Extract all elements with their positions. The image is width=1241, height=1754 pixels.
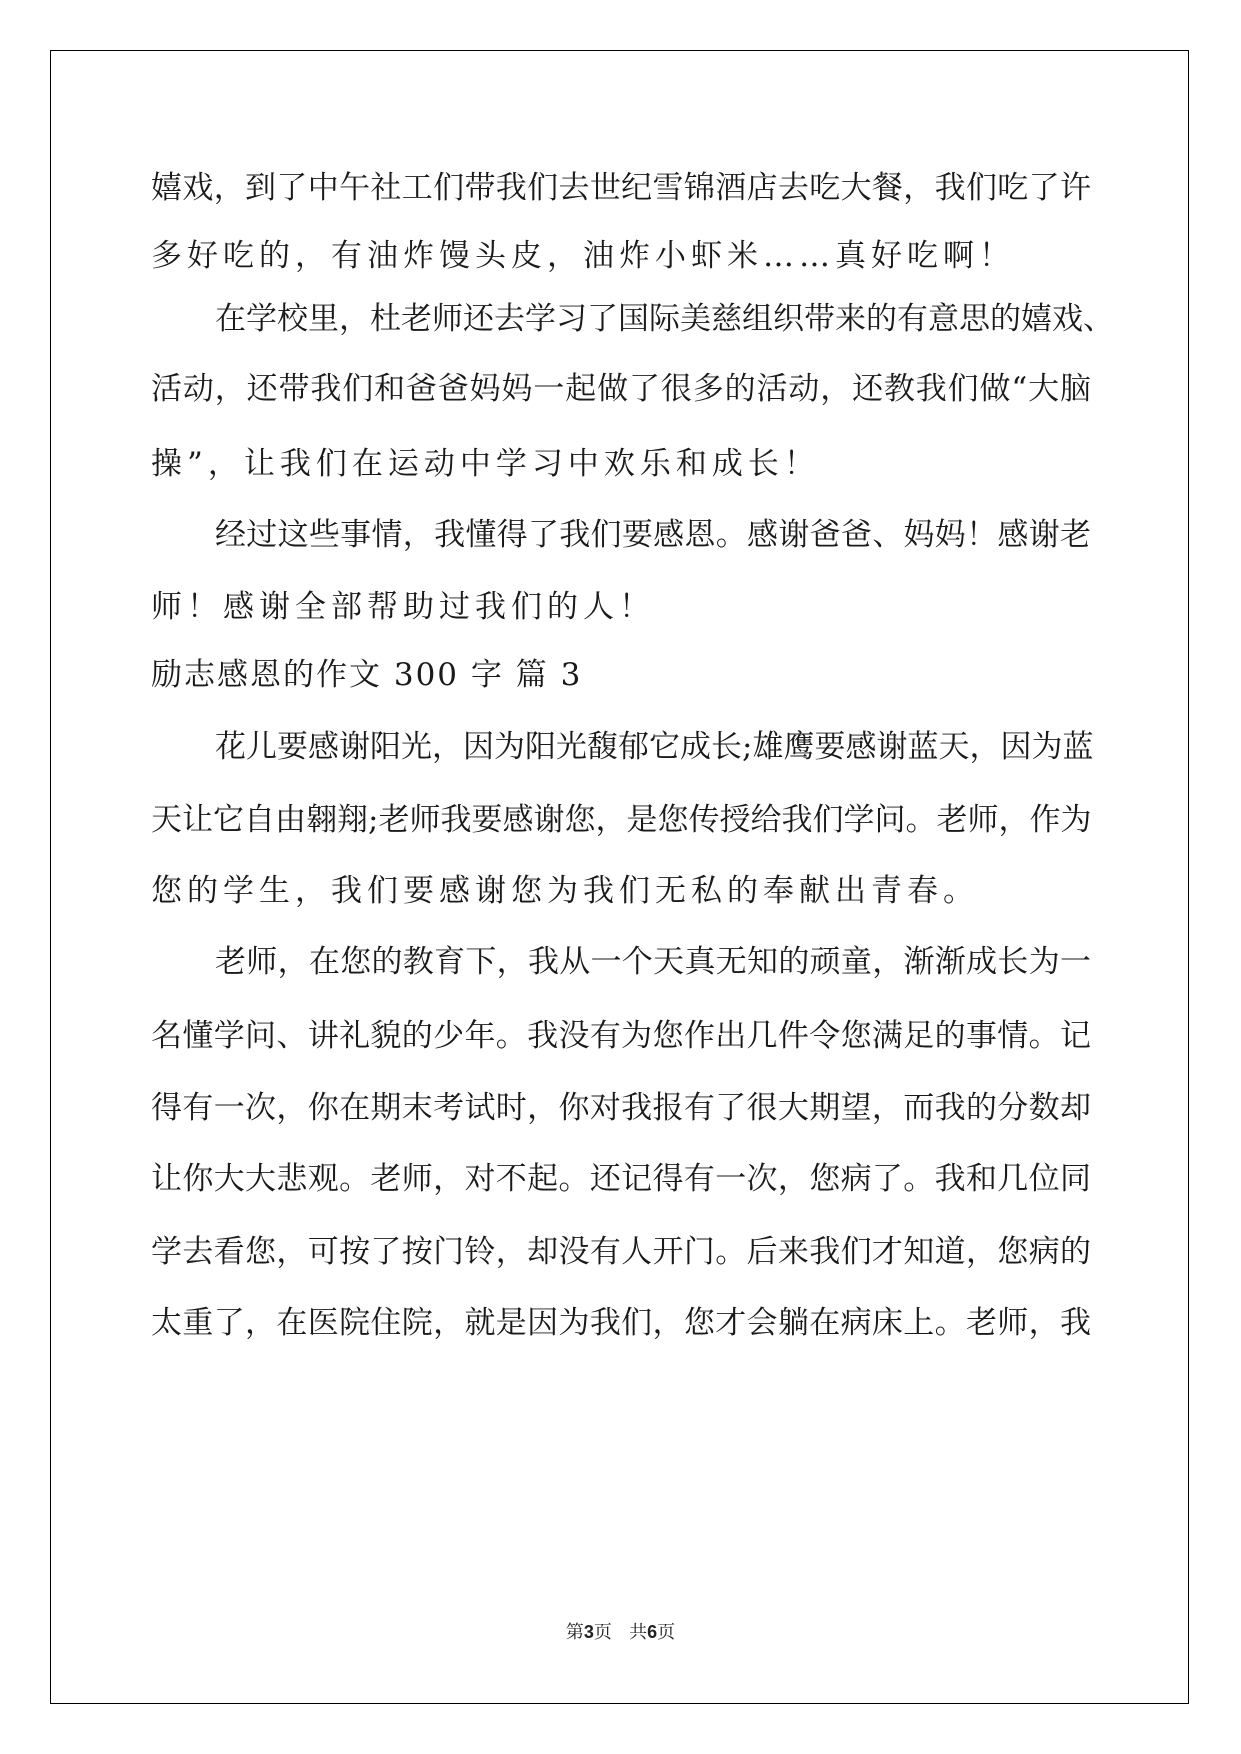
text-line: 让你大大悲观。老师，对不起。还记得有一次，您病了。我和几位同 xyxy=(151,1161,1091,1197)
text-line: 得有一次，你在期末考试时，你对我报有了很大期望，而我的分数却 xyxy=(151,1090,1091,1126)
total-page-count: 6 xyxy=(647,1622,658,1642)
text-line: 您的学生，我们要感谢您为我们无私的奉献出青春。 xyxy=(151,873,979,909)
footer-total-prefix: 共 xyxy=(629,1622,648,1643)
page-footer xyxy=(0,1620,1241,1645)
text-line: 在学校里，杜老师还去学习了国际美慈组织带来的有意思的嬉戏、 xyxy=(215,301,1114,337)
footer-page-suffix: 页 xyxy=(593,1622,612,1643)
section-heading: 励志感恩的作文 300 字 篇 3 xyxy=(151,657,583,693)
text-line: 师！感谢全部帮助过我们的人！ xyxy=(151,589,655,625)
text-line: 操”，让我们在运动中学习中欢乐和成长！ xyxy=(151,446,820,482)
footer-prefix: 第 xyxy=(565,1622,584,1643)
text-line: 太重了，在医院住院，就是因为我们，您才会躺在病床上。老师，我 xyxy=(151,1305,1091,1341)
text-line: 多好吃的，有油炸馒头皮，油炸小虾米……真好吃啊！ xyxy=(151,238,1015,274)
text-line: 天让它自由翱翔;老师我要感谢您，是您传授给我们学问。老师，作为 xyxy=(151,802,1092,838)
text-line: 花儿要感谢阳光，因为阳光馥郁它成长;雄鹰要感谢蓝天，因为蓝 xyxy=(215,729,1094,765)
text-line: 学去看您，可按了按门铃，却没有人开门。后来我们才知道，您病的 xyxy=(151,1234,1091,1270)
current-page-number: 3 xyxy=(583,1622,594,1642)
text-line: 老师，在您的教育下，我从一个天真无知的顽童，渐渐成长为一 xyxy=(215,944,1091,980)
text-line: 名懂学问、讲礼貌的少年。我没有为您作出几件令您满足的事情。记 xyxy=(151,1018,1091,1054)
text-line: 活动，还带我们和爸爸妈妈一起做了很多的活动，还教我们做“大脑 xyxy=(151,371,1091,407)
text-line: 经过这些事情，我懂得了我们要感恩。感谢爸爸、妈妈！感谢老 xyxy=(215,517,1091,553)
text-line: 嬉戏，到了中午社工们带我们去世纪雪锦酒店去吃大餐，我们吃了许 xyxy=(151,170,1091,206)
footer-total-suffix: 页 xyxy=(657,1622,676,1643)
